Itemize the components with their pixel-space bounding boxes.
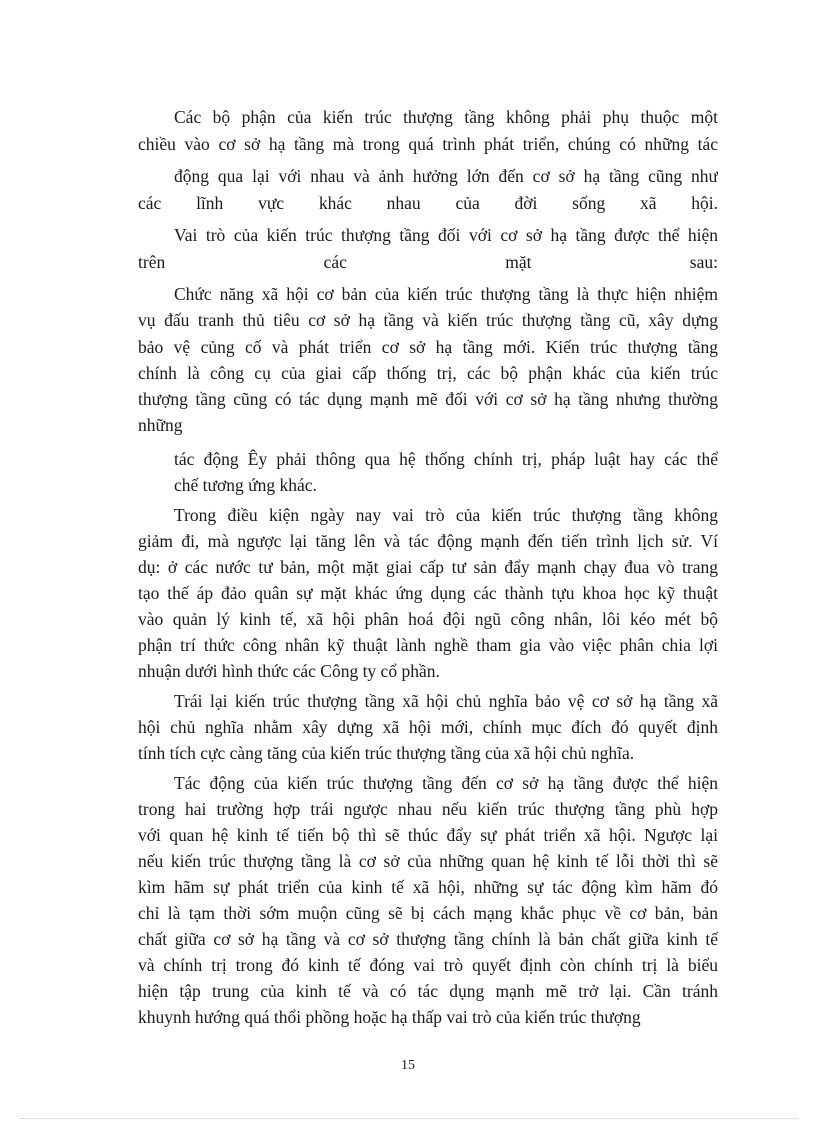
text-line: Tác động của kiến trúc thượng tầng đến cơ sở hạ tầng được thể hiện — [174, 773, 718, 793]
text-line: chiều vào cơ sở hạ tầng mà trong quá trình phát triển, chúng có những tác — [138, 134, 718, 154]
text-line: nếu kiến trúc thượng tầng là cơ sở của những quan hệ kinh tế lỗi thời thì sẽ — [138, 851, 718, 871]
text-line: nhuận dưới hình thức các Công ty cổ phần. — [138, 661, 440, 681]
text-line: hiện tập trung của kinh tế và có tác dụng mạnh mẽ trở lại. Cần tránh — [138, 981, 718, 1001]
text-line: Các bộ phận của kiến trúc thượng tầng không phải phụ thuộc một — [174, 107, 718, 127]
text-line: phận trí thức công nhân kỹ thuật lành nghề tham gia vào việc phân chia lợi — [138, 635, 718, 655]
text-line: trong hai trường hợp trái ngược nhau nếu kiến trúc thượng tầng phù hợp — [138, 799, 718, 819]
text-line: vụ đấu tranh thủ tiêu cơ sở hạ tầng và kiến trúc thượng tầng cũ, xây dựng — [138, 310, 718, 330]
text-line: Trái lại kiến trúc thượng tầng xã hội chủ nghĩa bảo vệ cơ sở hạ tầng xã — [174, 691, 718, 711]
text-line: Vai trò của kiến trúc thượng tầng đối với cơ sở hạ tầng được thể hiện — [174, 225, 718, 245]
text-line: Chức năng xã hội cơ bản của kiến trúc thượng tầng là thực hiện nhiệm — [174, 284, 718, 304]
text-line: khuynh hướng quá thổi phồng hoặc hạ thấp vai trò của kiến trúc thượng — [138, 1007, 641, 1027]
text-line: tính tích cực càng tăng của kiến trúc thượng tầng của xã hội chủ nghĩa. — [138, 743, 635, 763]
text-line: hội chủ nghĩa nhằm xây dựng xã hội mới, chính mục đích đó quyết định — [138, 717, 718, 737]
text-line: chất giữa cơ sở hạ tầng và cơ sở thượng tầng chính là bản chất giữa kinh tế — [138, 929, 718, 949]
text-line: tác động Êy phải thông qua hệ thống chính trị, pháp luật hay các thể — [174, 449, 718, 469]
text-line: Trong điều kiện ngày nay vai trò của kiến trúc thượng tầng không — [174, 505, 718, 525]
text-line: giảm đi, mà ngược lại tăng lên và tác động mạnh đến tiến trình lịch sử. Ví — [138, 531, 718, 551]
text-line: bảo vệ củng cố và phát triển cơ sở hạ tầng mới. Kiến trúc thượng tầng — [138, 337, 718, 357]
text-line: trên các mặt sau: — [138, 252, 718, 272]
text-line: kìm hãm sự phát triển của kinh tế xã hội, những sự tác động kìm hãm đó — [138, 877, 718, 897]
text-line: động qua lại với nhau và ảnh hưởng lớn đến cơ sở hạ tầng cũng như — [174, 166, 718, 186]
text-line: thượng tầng cũng có tác dụng mạnh mẽ đối với cơ sở hạ tầng nhưng thường — [138, 389, 718, 409]
page-bottom-divider — [20, 1118, 796, 1119]
text-line: và chính trị trong đó kinh tế đóng vai trò quyết định còn chính trị là biểu — [138, 955, 718, 975]
text-line: chế tương ứng khác. — [174, 475, 317, 495]
page-number: 15 — [401, 1058, 415, 1073]
text-line: chính là công cụ của giai cấp thống trị, các bộ phận khác của kiến trúc — [138, 363, 718, 383]
text-line: tạo thế áp đảo quân sự mặt khác ứng dụng các thành tựu khoa học kỹ thuật — [138, 583, 718, 603]
text-line: các lĩnh vực khác nhau của đời sống xã hội. — [138, 193, 718, 213]
text-line: vào quản lý kinh tế, xã hội phân hoá đội ngũ công nhân, lôi kéo mét bộ — [138, 609, 718, 629]
text-line: chỉ là tạm thời sớm muộn cũng sẽ bị cách mạng khắc phục về cơ bản, bản — [138, 903, 718, 923]
text-line: dụ: ở các nước tư bản, một mặt giai cấp tư sản đẩy mạnh chạy đua vò trang — [138, 557, 718, 577]
text-line: những — [138, 415, 183, 435]
text-line: với quan hệ kinh tế tiến bộ thì sẽ thúc đẩy sự phát triển xã hội. Ngược lại — [138, 825, 718, 845]
